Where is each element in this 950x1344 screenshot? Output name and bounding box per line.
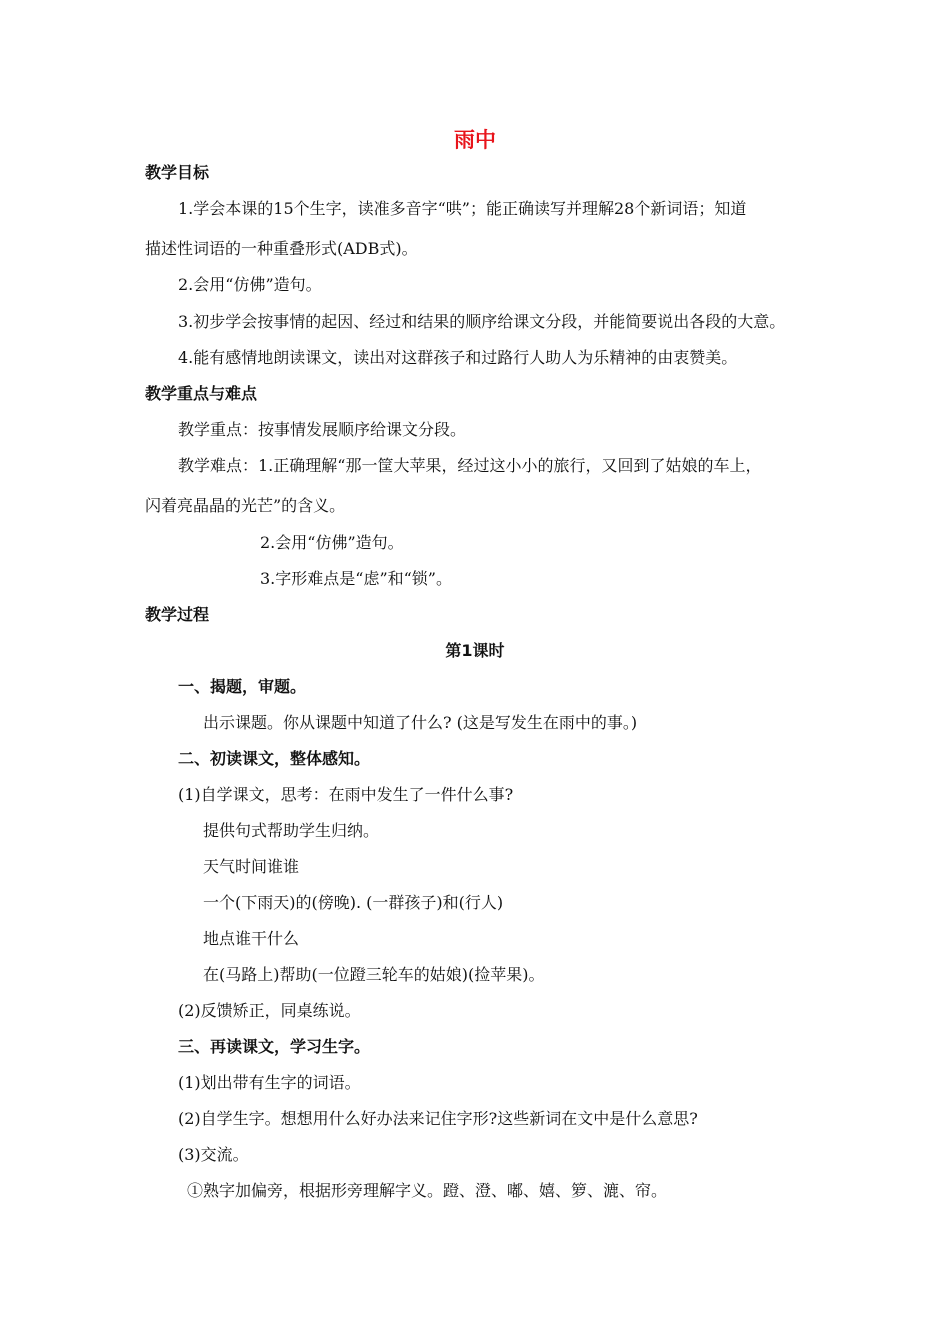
difficulty-1-line-2: 闪着亮晶晶的光芒”的含义。 bbox=[145, 496, 346, 515]
goal-2: 2.会用“仿佛”造句。 bbox=[178, 275, 322, 294]
step-2-pattern-1: 天气时间谁谁 bbox=[203, 857, 300, 876]
key-points-heading: 教学重点与难点 bbox=[145, 384, 258, 403]
lesson-title: 第1课时 bbox=[445, 641, 505, 660]
step-2-example-2: 在(马路上)帮助(一位蹬三轮车的姑娘)(捡苹果)。 bbox=[203, 965, 545, 984]
step-2-heading: 二、初读课文，整体感知。 bbox=[178, 749, 371, 768]
step-3-question-3: (3)交流。 bbox=[178, 1145, 249, 1164]
step-2-question-1: (1)自学课文，思考：在雨中发生了一件什么事? bbox=[178, 785, 514, 804]
key-point: 教学重点：按事情发展顺序给课文分段。 bbox=[178, 420, 467, 439]
difficulty-2: 2.会用“仿佛”造句。 bbox=[260, 533, 404, 552]
step-2-question-2: (2)反馈矫正，同桌练说。 bbox=[178, 1001, 361, 1020]
document-title: 雨中 bbox=[454, 128, 496, 152]
step-3-item-1: ①熟字加偏旁，根据形旁理解字义。蹬、澄、嘟、嬉、箩、漉、帘。 bbox=[187, 1181, 668, 1200]
step-3-question-1: (1)划出带有生字的词语。 bbox=[178, 1073, 361, 1092]
goal-1-line-1: 1.学会本课的15个生字，读准多音字“哄”；能正确读写并理解28个新词语；知道 bbox=[178, 199, 747, 218]
goal-3: 3.初步学会按事情的起因、经过和结果的顺序给课文分段，并能简要说出各段的大意。 bbox=[178, 312, 786, 331]
process-heading: 教学过程 bbox=[145, 605, 210, 624]
difficulty-3: 3.字形难点是“虑”和“锁”。 bbox=[260, 569, 452, 588]
goal-1-line-2: 描述性词语的一种重叠形式(ADB式)。 bbox=[145, 239, 418, 258]
step-1-heading: 一、揭题，审题。 bbox=[178, 677, 307, 696]
step-3-heading: 三、再读课文，学习生字。 bbox=[178, 1037, 371, 1056]
step-3-question-2: (2)自学生字。想想用什么好办法来记住字形?这些新词在文中是什么意思? bbox=[178, 1109, 698, 1128]
step-2-pattern-2: 地点谁干什么 bbox=[203, 929, 300, 948]
difficulty-1-line-1: 教学难点：1.正确理解“那一筐大苹果，经过这小小的旅行，又回到了姑娘的车上， bbox=[178, 456, 762, 475]
step-2-example-1: 一个(下雨天)的(傍晚). (一群孩子)和(行人) bbox=[203, 893, 504, 912]
goals-heading: 教学目标 bbox=[145, 163, 210, 182]
goal-4: 4.能有感情地朗读课文，读出对这群孩子和过路行人助人为乐精神的由衷赞美。 bbox=[178, 348, 738, 367]
step-2-hint: 提供句式帮助学生归纳。 bbox=[203, 821, 380, 840]
step-1-text: 出示课题。你从课题中知道了什么? (这是写发生在雨中的事。) bbox=[203, 713, 638, 732]
